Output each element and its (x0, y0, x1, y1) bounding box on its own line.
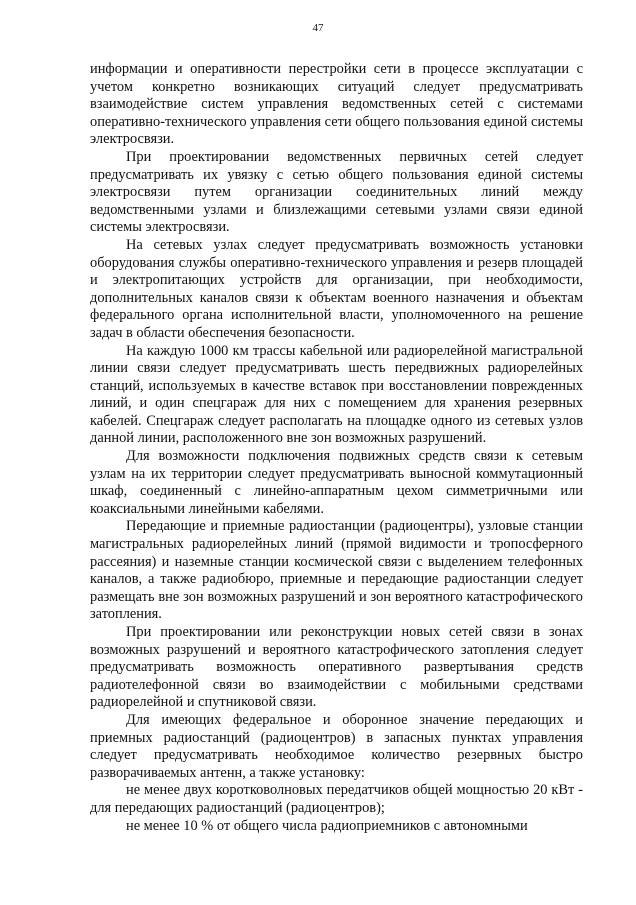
paragraph-mobile-connection: Для возможности подключения подвижных средств связи к сетевым узлам на их территории следует предусматривать выносной коммутационный шкаф, соединенный с линейно-аппаратным цехом симметричными или коаксиальными линейными кабелями. (90, 448, 583, 517)
page-body (90, 61, 583, 835)
paragraph-federal-stations: Для имеющих федеральное и оборонное значение передающих и приемных радиостанций (радиоцентров) в запасных пунктах управления следует предусматривать необходимое количество резервных быстро разворачиваемых антенн, а также установку: (90, 711, 583, 781)
list-item-transmitters: не менее двух коротковолновых передатчиков общей мощностью 20 кВт - для передающих радиостанций (радиоцентров); (90, 782, 583, 816)
paragraph-radio-relay-stations: На каждую 1000 км трассы кабельной или радиорелейной магистральной линии связи следует предусматривать шесть передвижных радиорелейных станций, используемых в качестве вставок при восстановлении поврежденных линий, и один спецгараж для них с помещением для хранения резервных кабелей. Спецгараж следует располагать на площадке одного из сетевых узлов данной линии, расположенного вне зон возможных разрушений. (90, 342, 583, 447)
page-number: 47 (312, 22, 324, 34)
paragraph-continuation: информации и оперативности перестройки сети в процессе эксплуатации с учетом конкретно возникающих ситуаций следует предусматривать взаимодействие систем управления ведомственных сетей с системами оперативно-технического управления сети общего пользования единой системы электросвязи. (90, 61, 583, 148)
paragraph-reconstruction: При проектировании или реконструкции новых сетей связи в зонах возможных разрушений и вероятного катастрофического затопления следует предусматривать возможность оперативного развертывания средств радиотелефонной связи во взаимодействии с мобильными средствами радиорелейной и спутниковой связи. (90, 624, 583, 711)
paragraph-radio-centers: Передающие и приемные радиостанции (радиоцентры), узловые станции магистральных радиорелейных линий (прямой видимости и тропосферного рассеяния) и наземные станции космической связи с выделением телефонных каналов, а также радиобюро, приемные и передающие радиостанции следует размещать вне зон возможных разрушений и зон вероятного катастрофического затопления. (90, 518, 583, 623)
paragraph-departmental-networks: При проектировании ведомственных первичных сетей следует предусматривать их увязку с сетью общего пользования единой системы электросвязи путем организации соединительных линий между ведомственными узлами и близлежащими сетевыми узлами связи единой системы электросвязи. (90, 148, 583, 236)
list-item-receivers: не менее 10 % от общего числа радиоприемников с автономными (126, 817, 528, 834)
paragraph-network-nodes: На сетевых узлах следует предусматривать возможность установки оборудования службы оперативно-технического управления и резерв площадей и электропитающих устройств для организации, при необходимости, дополнительных каналов связи к объектам военного назначения и объектам федерального органа исполнительной власти, уполномоченного на решение задач в области обеспечения безопасности. (90, 236, 583, 341)
